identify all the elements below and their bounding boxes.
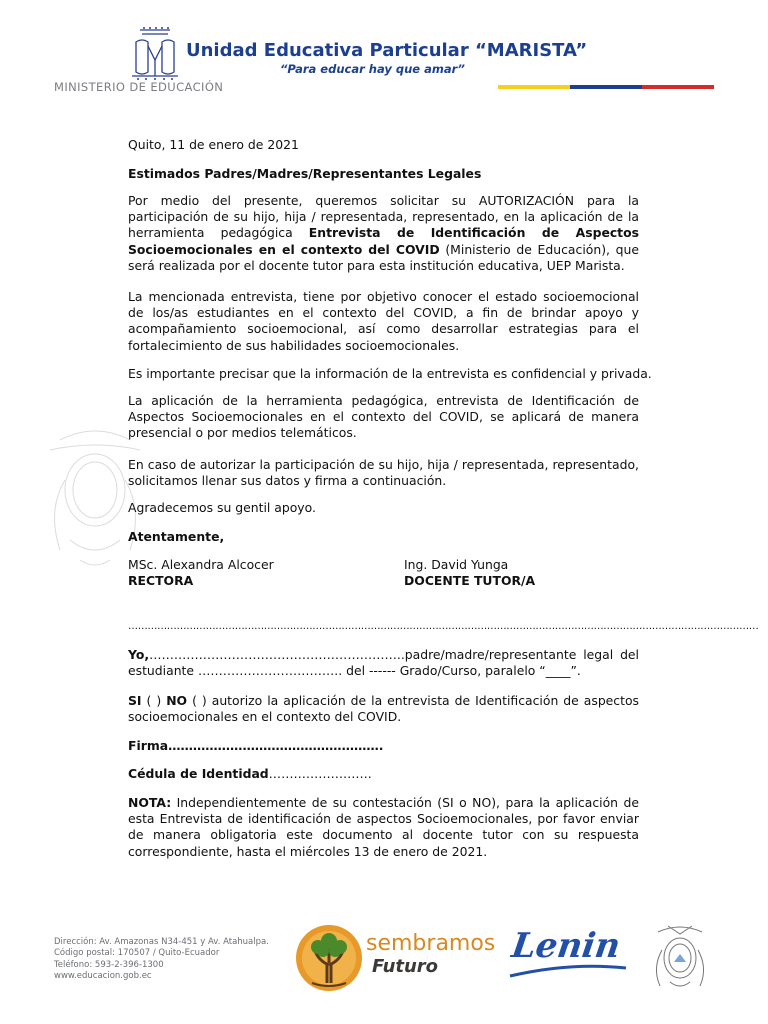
guardian-fill-line[interactable]: ……………………………………………………..padre/madre/representante legal del estudiante …………………………….. del ------ Grado/Curso, paralelo “____”. (128, 647, 639, 679)
letter-closing: Atentamente, (128, 529, 225, 544)
phone-line: Teléfono: 593-2-396-1300 (54, 959, 164, 970)
si-checkbox[interactable]: ( ) (141, 693, 167, 708)
sembramos-brand: sembramos (366, 931, 496, 956)
flag-yellow-stripe (498, 85, 570, 89)
id-number-field[interactable] (128, 766, 372, 782)
signer-left-name: MSc. Alexandra Alcocer (128, 557, 274, 572)
futuro-brand: Futuro (372, 956, 439, 977)
authorization-choice (128, 693, 639, 725)
id-number-label: Cédula de Identidad (128, 766, 269, 781)
paragraph-thanks: Agradecemos su gentil apoyo. (128, 500, 316, 515)
flag-blue-stripe (570, 85, 642, 89)
signature-field[interactable]: Firma……………………………………………. (128, 738, 384, 753)
paragraph-authorization (128, 193, 639, 274)
website-link[interactable]: www.educacion.gob.ec (54, 970, 152, 981)
note-text: Independientemente de su contestación (SI o NO), para la aplicación de esta Entrevista de identificación de aspectos Socioemocionales, por favor enviar de manera obligatoria este documento al docente tutor con su respuesta correspondiente, hasta el miércoles 13 de enero de 2021. (128, 795, 639, 859)
school-name: Unidad Educativa Particular “MARISTA” (186, 40, 588, 61)
paragraph-objective: La mencionada entrevista, tiene por objetivo conocer el estado socioemocional de los/as estudiantes en el contexto del COVID, a fin de brindar apoyo y acompañamiento socioemocional, así como desarrollar estrategias para el fortalecimiento de sus habilidades socioemocionales. (128, 289, 639, 353)
ecuador-coat-of-arms-icon (648, 922, 712, 992)
yo-label: Yo, (128, 647, 150, 662)
id-number-fill-line[interactable]: ……………………. (268, 766, 372, 781)
paragraph-authorization-text: Por medio del presente, queremos solicitar su AUTORIZACIÓN para la participación de su hijo, hija / representada, representado, en la aplicación de la herramienta pedagógica (128, 193, 639, 241)
tree-logo-icon (294, 923, 364, 993)
paragraph-authorization-text-end: (Ministerio de Educación), que será realizada por el docente tutor para esta institución educativa, UEP Marista. (128, 241, 639, 273)
lenin-signature-logo: Lenin (509, 926, 623, 966)
signer-right-title: DOCENTE TUTOR/A (404, 573, 536, 588)
authorize-text: autorizo la aplicación de la entrevista de Identificación de aspectos socioemocionales en el contexto del COVID. (128, 693, 640, 725)
marista-crest-logo (126, 26, 184, 82)
lenin-swoosh-icon (508, 962, 628, 980)
cut-line-separator: …………………………………………………………………………………………………………………………………………………………………………… (128, 621, 759, 632)
flag-red-stripe (642, 85, 714, 89)
footer-address (54, 937, 269, 982)
note-label: NOTA: (128, 795, 172, 810)
signer-left-title: RECTORA (128, 573, 194, 588)
paragraph-confidential: Es importante precisar que la información de la entrevista es confidencial y privada. (128, 366, 652, 381)
paragraph-request: En caso de autorizar la participación de su hijo, hija / representada, representado, solicitamos llenar sus datos y firma a continuación. (128, 457, 639, 489)
postal-code-line: Código postal: 170507 / Quito-Ecuador (54, 948, 220, 959)
flag-color-bar (498, 85, 714, 89)
paragraph-modality: La aplicación de la herramienta pedagógica, entrevista de Identificación de Aspectos Socioemocionales en el contexto del COVID, se aplicará de manera presencial o por medios telemáticos. (128, 393, 639, 441)
no-label: NO (166, 693, 188, 708)
no-checkbox[interactable]: ( ) (187, 693, 212, 708)
ministry-label: MINISTERIO DE EDUCACIÓN (54, 80, 224, 94)
letter-salutation: Estimados Padres/Madres/Representantes Legales (128, 166, 482, 181)
note-paragraph (128, 795, 639, 860)
letter-date: Quito, 11 de enero de 2021 (128, 137, 299, 152)
address-line: Dirección: Av. Amazonas N34-451 y Av. Atahualpa. (54, 937, 269, 947)
signer-right-name: Ing. David Yunga (404, 557, 509, 572)
si-label: SI (128, 693, 142, 708)
guardian-statement[interactable] (128, 647, 639, 679)
school-motto: “Para educar hay que amar” (280, 62, 465, 76)
tool-name-bold: Entrevista de Identificación de Aspectos Socioemocionales en el contexto del COVID (128, 225, 639, 257)
